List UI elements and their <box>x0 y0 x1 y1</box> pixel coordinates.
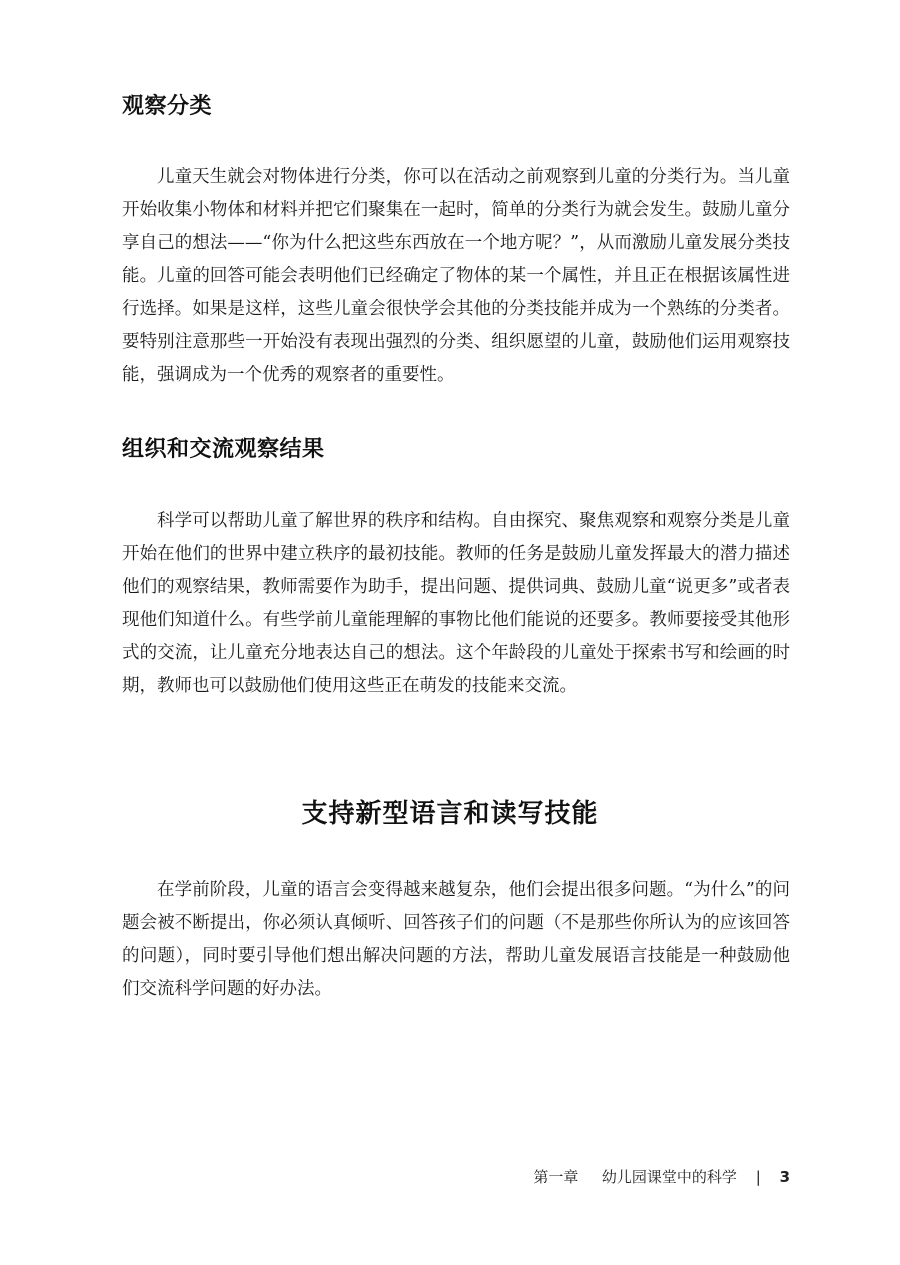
paragraph-observe-classify: 儿童天生就会对物体进行分类，你可以在活动之前观察到儿童的分类行为。当儿童开始收集小物体和材料并把它们聚集在一起时，简单的分类行为就会发生。鼓励儿童分享自己的想法——“你为什么把这些东西放在一个地方呢？”，从而激励儿童发展分类技能。儿童的回答可能会表明他们已经确定了物体的某一个属性，并且正在根据该属性进行选择。如果是这样，这些儿童会很快学会其他的分类技能并成为一个熟练的分类者。要特别注意那些一开始没有表现出强烈的分类、组织愿望的儿童，鼓励他们运用观察技能，强调成为一个优秀的观察者的重要性。 <box>122 167 790 385</box>
footer-chapter-title: 幼儿园课堂中的科学 <box>601 1168 737 1186</box>
paragraph-language-literacy: 在学前阶段，儿童的语言会变得越来越复杂，他们会提出很多问题。“为什么”的问题会被不断提出，你必须认真倾听、回答孩子们的问题（不是那些你所认为的应该回答的问题），同时要引导他们想出解决问题的方法，帮助儿童发展语言技能是一种鼓励他们交流科学问题的好办法。 <box>122 880 790 999</box>
section-heading-organize-communicate: 组织和交流观察结果 <box>122 437 325 462</box>
page-footer <box>533 1165 790 1189</box>
paragraph-organize-communicate: 科学可以帮助儿童了解世界的秩序和结构。自由探究、聚焦观察和观察分类是儿童开始在他们的世界中建立秩序的最初技能。教师的任务是鼓励儿童发挥最大的潜力描述他们的观察结果，教师需要作为助手，提出问题、提供词典、鼓励儿童“说更多”或者表现他们知道什么。有些学前儿童能理解的事物比他们能说的还要多。教师要接受其他形式的交流，让儿童充分地表达自己的想法。这个年龄段的儿童处于探索书写和绘画的时期，教师也可以鼓励他们使用这些正在萌发的技能来交流。 <box>122 511 790 696</box>
footer-separator: | <box>755 1168 761 1186</box>
page-number: 3 <box>779 1168 790 1186</box>
chapter-section-heading: 支持新型语言和读写技能 <box>301 799 599 829</box>
section-heading-observe-classify: 观察分类 <box>122 94 213 119</box>
footer-chapter-label: 第一章 <box>533 1168 579 1186</box>
